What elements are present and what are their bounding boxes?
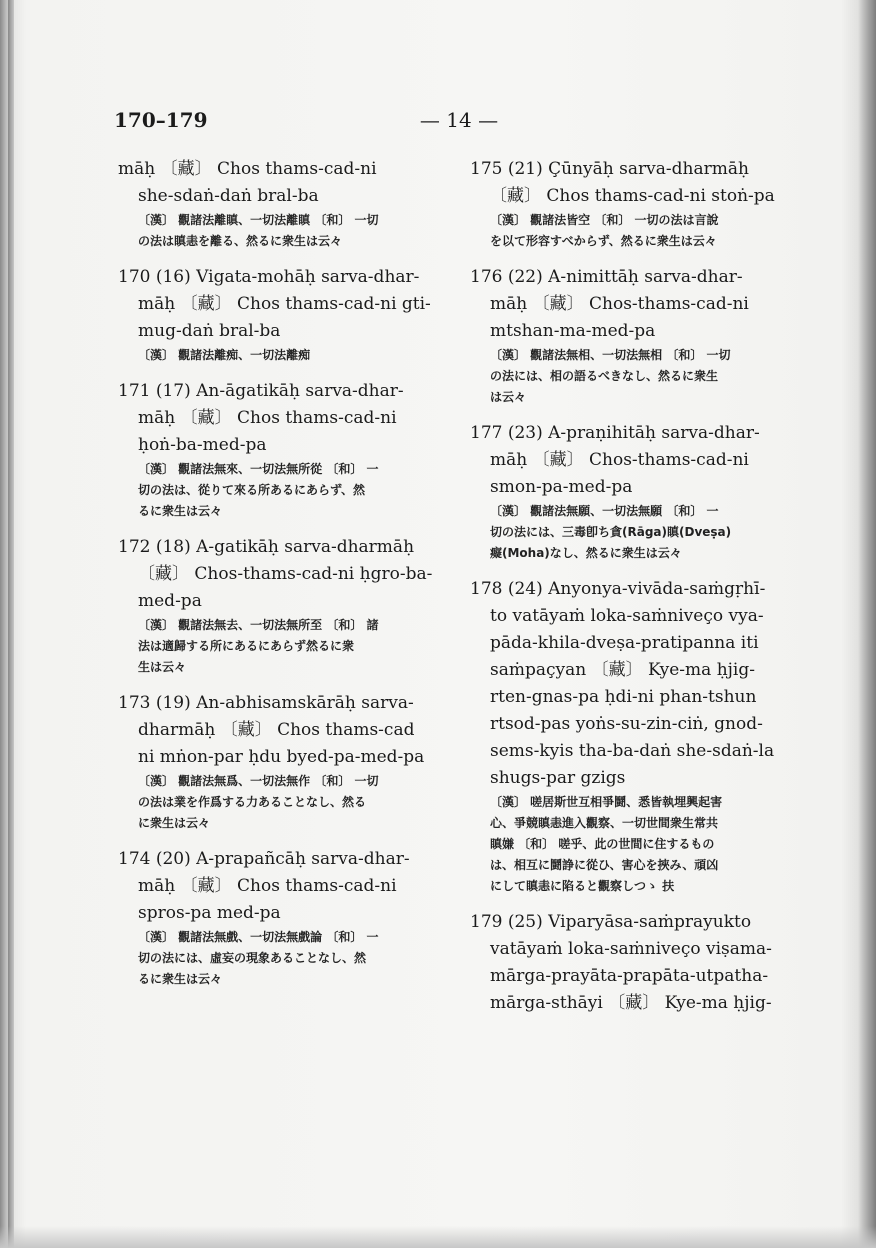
entry-line: rtsod-pas yoṅs-su-zin-ciṅ, gnod- (490, 714, 763, 734)
entry-line: māḥ 〔藏〕 Chos-thams-cad-ni (490, 450, 749, 470)
entry-line: māḥ 〔藏〕 Chos thams-cad-ni (138, 876, 397, 896)
entry-line: 178 (24) Anyonya-vivāda-saṁgṛhī- (470, 579, 766, 599)
translation-line: 〔漢〕 觀諸法無相、一切法無相 〔和〕 一切 (490, 348, 731, 362)
entry-line: spros-pa med-pa (138, 903, 281, 923)
entry-line: mtshan-ma-med-pa (490, 321, 656, 341)
entry-line: māḥ 〔藏〕 Chos thams-cad-ni (118, 159, 377, 179)
bottom-edge-shadow (0, 1226, 876, 1248)
translation-line: は云々 (490, 390, 527, 404)
translation-line: 〔漢〕 觀諸法無來、一切法無所從 〔和〕 一 (138, 462, 379, 476)
entry-line: 177 (23) A-praṇihitāḥ sarva-dhar- (470, 423, 760, 443)
entry-line: to vatāyaṁ loka-saṁniveço vya- (490, 606, 764, 626)
dictionary-entry (118, 534, 456, 678)
translation-line: の法は瞋恚を離る、然るに衆生は云々 (138, 234, 343, 248)
entry-line: māḥ 〔藏〕 Chos thams-cad-ni gti- (138, 294, 431, 314)
translation-line: 法は適歸する所にあるにあらず然るに衆 (138, 639, 355, 653)
entry-line: mug-daṅ bral-ba (138, 321, 281, 341)
entry-line: shugs-par gzigs (490, 768, 626, 788)
translation-line: 〔漢〕 觀諸法離痴、一切法離痴 (138, 348, 311, 362)
entry-line: 〔藏〕 Chos-thams-cad-ni ḥgro-ba- (138, 564, 433, 584)
entry-line: māḥ 〔藏〕 Chos-thams-cad-ni (490, 294, 749, 314)
entry-line: she-sdaṅ-daṅ bral-ba (138, 186, 319, 206)
entry-line: rten-gnas-pa ḥdi-ni phan-tshun (490, 687, 757, 707)
entry-line: ni mṅon-par ḥdu byed-pa-med-pa (138, 747, 425, 767)
dictionary-entry (470, 576, 810, 897)
entry-line: mārga-sthāyi 〔藏〕 Kye-ma ḥjig- (490, 993, 772, 1013)
entry-line: 〔藏〕 Chos thams-cad-ni stoṅ-pa (490, 186, 775, 206)
translation-line: 切の法には、虛妄の現象あることなし、然 (138, 951, 367, 965)
dictionary-entry (470, 156, 810, 252)
entry-line: māḥ 〔藏〕 Chos thams-cad-ni (138, 408, 397, 428)
translation-line: を以て形容すべからず、然るに衆生は云々 (490, 234, 717, 248)
entry-line: 173 (19) An-abhisamskārāḥ sarva- (118, 693, 414, 713)
translation-line: 癡(Moha)なし、然るに衆生は云々 (490, 546, 682, 560)
translation-line: 瞋嫌 〔和〕 嗟乎、此の世間に住するもの (490, 837, 715, 851)
translation-line: 〔漢〕 觀諸法離瞋、一切法離瞋 〔和〕 一切 (138, 213, 379, 227)
entry-line: sems-kyis tha-ba-daṅ she-sdaṅ-la (490, 741, 775, 761)
entry-line: med-pa (138, 591, 202, 611)
book-spine-shadow (8, 0, 14, 1248)
entry-line: dharmāḥ 〔藏〕 Chos thams-cad (138, 720, 415, 740)
page-number: — 14 — (419, 108, 499, 132)
left-column (118, 156, 456, 1002)
translation-line: 心、爭競瞋恚進入觀察、一切世間衆生常共 (490, 816, 719, 830)
entry-line: 174 (20) A-prapañcāḥ sarva-dhar- (118, 849, 410, 869)
entry-line: 175 (21) Çūnyāḥ sarva-dharmāḥ (470, 159, 749, 179)
right-edge-shadow (858, 0, 876, 1248)
translation-line: 生は云々 (138, 660, 187, 674)
entry-line: 171 (17) An-āgatikāḥ sarva-dhar- (118, 381, 404, 401)
translation-line: 〔漢〕 觀諸法無爲、一切法無作 〔和〕 一切 (138, 774, 379, 788)
translation-line: 〔漢〕 觀諸法皆空 〔和〕 一切の法は言說 (490, 213, 719, 227)
dictionary-entry (470, 909, 810, 1017)
entry-line: ḥoṅ-ba-med-pa (138, 435, 267, 455)
dictionary-entry (118, 264, 456, 366)
translation-line: 切の法には、三毒卽ち貪(Rāga)瞋(Dveṣa) (490, 525, 732, 539)
translation-line: 〔漢〕 觀諸法無去、一切法無所至 〔和〕 諸 (138, 618, 379, 632)
translation-line: 〔漢〕 觀諸法無戲、一切法無戲論 〔和〕 一 (138, 930, 379, 944)
entry-line: 176 (22) A-nimittāḥ sarva-dhar- (470, 267, 743, 287)
entry-range-header: 170–179 (114, 108, 208, 132)
translation-line: は、相互に鬪諍に從ひ、害心を挾み、頑凶 (490, 858, 719, 872)
dictionary-entry (470, 420, 810, 564)
translation-line: の法は業を作爲する力あることなし、然る (138, 795, 367, 809)
dictionary-entry (118, 378, 456, 522)
translation-line: にして瞋恚に陷ると觀察しつゝ 扶 (490, 879, 675, 893)
dictionary-entry (118, 690, 456, 834)
entry-line: mārga-prayāta-prapāta-utpatha- (490, 966, 769, 986)
entry-line: 170 (16) Vigata-mohāḥ sarva-dhar- (118, 267, 420, 287)
entry-line: 179 (25) Viparyāsa-saṁprayukto (470, 912, 752, 932)
entry-line: saṁpaçyan 〔藏〕 Kye-ma ḥjig- (490, 660, 755, 680)
entry-line: pāda-khila-dveṣa-pratipanna iti (490, 633, 759, 653)
entry-line: vatāyaṁ loka-saṁniveço viṣama- (490, 939, 772, 959)
dictionary-entry (118, 156, 456, 252)
translation-line: に衆生は云々 (138, 816, 211, 830)
dictionary-entry (470, 264, 810, 408)
translation-line: るに衆生は云々 (138, 504, 223, 518)
entry-line: 172 (18) A-gatikāḥ sarva-dharmāḥ (118, 537, 415, 557)
translation-line: るに衆生は云々 (138, 972, 223, 986)
translation-line: 〔漢〕 嗟居斯世互相爭鬪、悉皆執埋興起害 (490, 795, 723, 809)
translation-line: 〔漢〕 觀諸法無願、一切法無願 〔和〕 一 (490, 504, 719, 518)
translation-line: の法には、相の語るべきなし、然るに衆生 (490, 369, 719, 383)
right-column (470, 156, 810, 1029)
translation-line: 切の法は、從りて來る所あるにあらず、然 (138, 483, 366, 497)
dictionary-entry (118, 846, 456, 990)
entry-line: smon-pa-med-pa (490, 477, 633, 497)
